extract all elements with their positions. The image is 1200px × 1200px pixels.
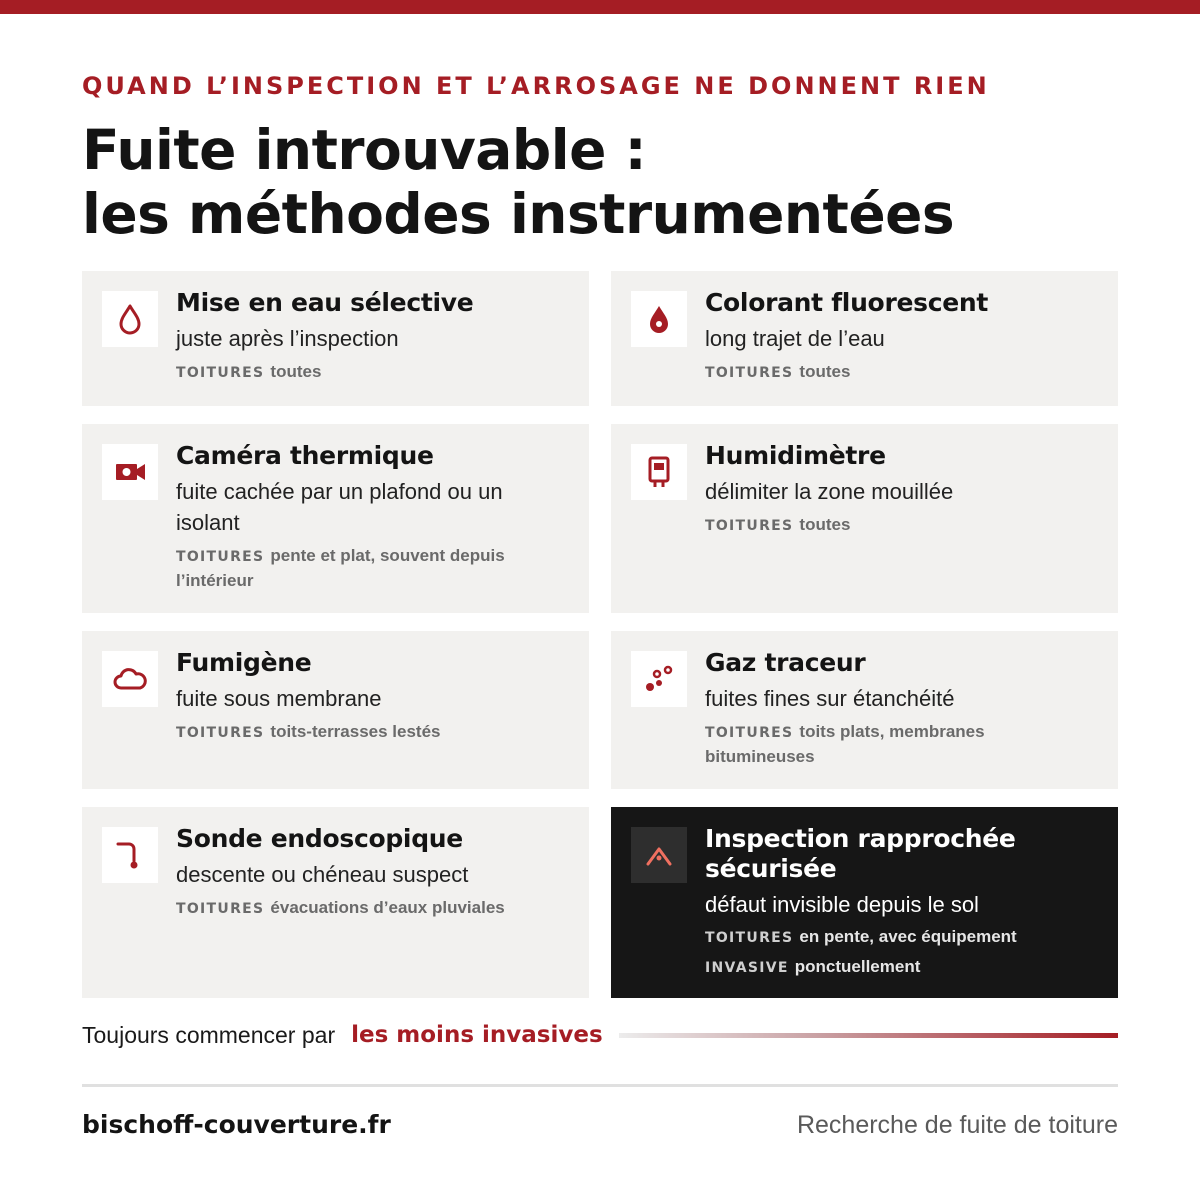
- meta-label: TOITURES: [705, 725, 794, 741]
- recommendation-lead: Toujours commencer par: [82, 1021, 336, 1048]
- meta-value: évacuations d’eaux pluviales: [270, 898, 505, 917]
- meta-label: TOITURES: [705, 930, 794, 946]
- footer-divider: [82, 1084, 1118, 1087]
- meta-value: en pente, avec équipement: [799, 927, 1017, 946]
- method-card-sonde-endoscopique: [82, 807, 589, 998]
- card-subtitle: défaut invisible depuis le sol: [705, 892, 979, 917]
- card-meta-invasive: [705, 955, 1098, 980]
- card-subtitle: fuite cachée par un plafond ou un isolant: [176, 479, 503, 535]
- card-title: Caméra thermique: [176, 441, 434, 470]
- kicker-heading: QUAND L’INSPECTION ET L’ARROSAGE NE DONNENT RIEN: [82, 72, 990, 100]
- water-drop-filled-icon: [631, 291, 687, 347]
- method-card-humidimetre: [611, 424, 1118, 613]
- meta-value-invasive: ponctuellement: [794, 957, 921, 976]
- card-subtitle: délimiter la zone mouillée: [705, 479, 954, 504]
- water-drop-outline-icon: [102, 291, 158, 347]
- top-accent-bar: [0, 0, 1200, 14]
- recommendation-line: [82, 1018, 1118, 1052]
- meta-label: TOITURES: [176, 549, 265, 565]
- title-line-2: les méthodes instrumentées: [82, 182, 955, 246]
- probe-hook-icon: [102, 827, 158, 883]
- meta-value: toits plats, membranes bitumineuses: [705, 722, 985, 766]
- card-title: Gaz traceur: [705, 648, 866, 677]
- cloud-icon: [102, 651, 158, 707]
- card-title: Fumigène: [176, 648, 312, 677]
- card-subtitle: long trajet de l’eau: [705, 326, 885, 351]
- card-subtitle: fuite sous membrane: [176, 686, 382, 711]
- meta-label: TOITURES: [705, 365, 794, 381]
- meta-value: toutes: [799, 515, 851, 534]
- method-card-gaz-traceur: [611, 631, 1118, 789]
- meta-value: toutes: [799, 362, 851, 381]
- card-meta: [176, 360, 569, 385]
- card-meta: [705, 925, 1098, 950]
- method-card-fumigene: [82, 631, 589, 789]
- meta-value: toutes: [270, 362, 322, 381]
- card-title: Inspection rapprochée sécurisée: [705, 824, 1016, 883]
- meta-label: TOITURES: [176, 901, 265, 917]
- meta-value: pente et plat, souvent depuis l’intérieur: [176, 546, 505, 590]
- card-subtitle: fuites fines sur étanchéité: [705, 686, 955, 711]
- meta-label: TOITURES: [176, 725, 265, 741]
- method-card-camera-thermique: [82, 424, 589, 613]
- roof-peak-icon: [631, 827, 687, 883]
- method-card-colorant: [611, 271, 1118, 406]
- moisture-meter-icon: [631, 444, 687, 500]
- meta-label-invasive: INVASIVE: [705, 960, 789, 976]
- card-meta: [705, 720, 1098, 769]
- meta-label: TOITURES: [705, 518, 794, 534]
- card-meta: [176, 896, 569, 921]
- gas-bubbles-icon: [631, 651, 687, 707]
- video-camera-icon: [102, 444, 158, 500]
- card-meta: [705, 360, 1098, 385]
- footer-tagline: Recherche de fuite de toiture: [796, 1111, 1118, 1139]
- website-url: bischoff-couverture.fr: [82, 1110, 391, 1139]
- recommendation-emphasis: les moins invasives: [351, 1022, 603, 1048]
- method-card-mise-en-eau: [82, 271, 589, 406]
- card-subtitle: juste après l’inspection: [176, 326, 399, 351]
- title-line-1: Fuite introuvable :: [82, 118, 647, 182]
- card-title: Colorant fluorescent: [705, 288, 989, 317]
- card-title: Sonde endoscopique: [176, 824, 463, 853]
- method-card-inspection-rapprochee: [611, 807, 1118, 998]
- card-title: Mise en eau sélective: [176, 288, 474, 317]
- card-subtitle: descente ou chéneau suspect: [176, 862, 469, 887]
- card-meta: [705, 513, 1098, 538]
- meta-label: TOITURES: [176, 365, 265, 381]
- card-title: Humidimètre: [705, 441, 886, 470]
- page-title: [82, 118, 1122, 246]
- meta-value: toits-terrasses lestés: [270, 722, 441, 741]
- gradient-rule: [619, 1033, 1118, 1038]
- card-meta: [176, 544, 569, 593]
- card-meta: [176, 720, 569, 745]
